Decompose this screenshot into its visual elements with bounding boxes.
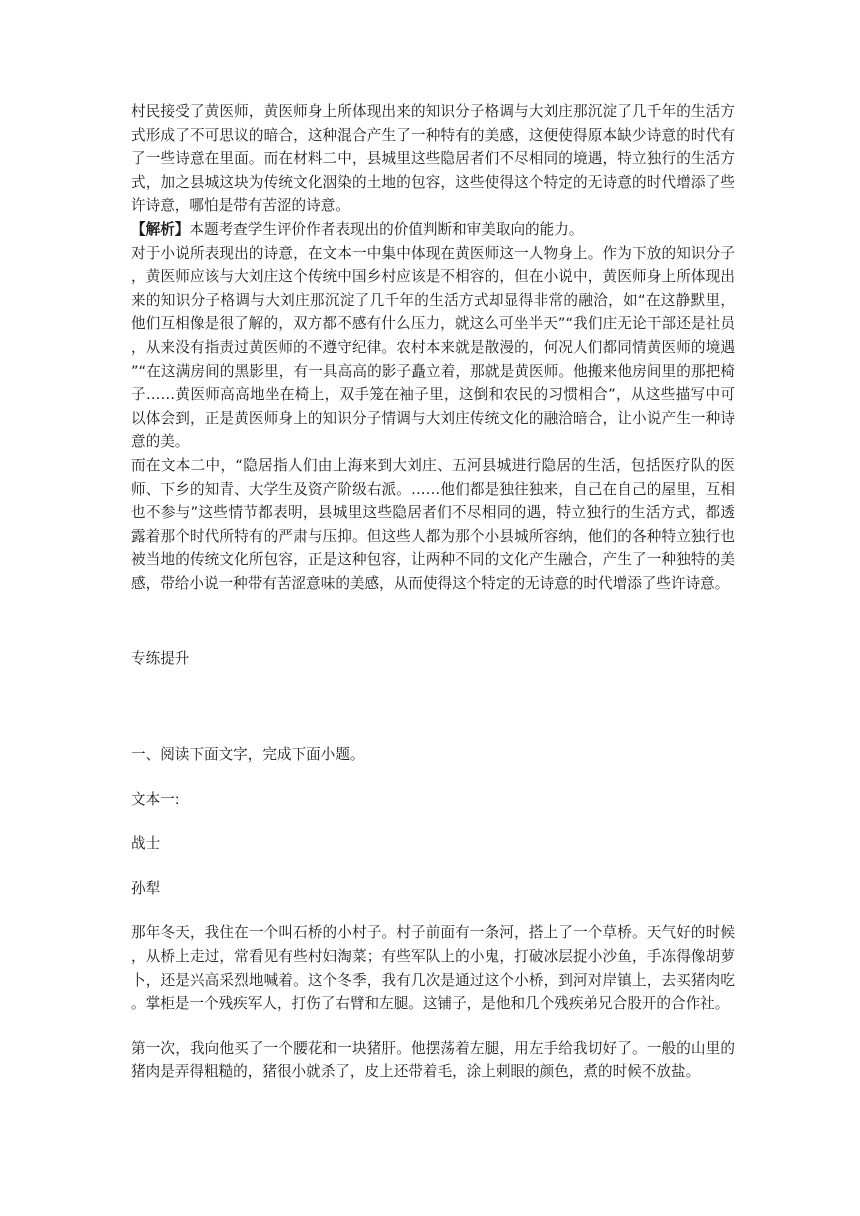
document-page: [131, 100, 735, 1084]
story-paragraph-2: 第一次，我向他买了一个腰花和一块猪肝。他摆荡着左腿，用左手给我切好了。一般的山里的猪肉是弄得粗糙的，猪很小就杀了，皮上还带着毛，涂上刺眼的颜色，煮的时候不放盐。: [131, 1039, 735, 1081]
analysis-label: 【解析】: [131, 220, 190, 238]
analysis-text-one-paragraph: 对于小说所表现出的诗意，在文本一中集中体现在黄医师这一人物身上。作为下放的知识分子，黄医师应该与大刘庄这个传统中国乡村应该是不相容的，但在小说中，黄医师身上所体现出来的知识分子格调与大刘庄那沉淀了几千年的生活方式却显得非常的融洽，如“在这静默里，他们互相像是很了解的，双方都不感有什么压力，就这么可坐半天”“我们庄无论干部还是社员，从来没有指责过黄医师的不遵守纪律。农村本来就是散漫的，何况人们都同情黄医师的境遇”“在这满房间的黑影里，有一具高高的影子矗立着，那就是黄医师。他搬来他房间里的那把椅子……黄医师高高地坐在椅上，双手笼在袖子里，这倒和农民的习惯相合”，从这些描写中可以体会到，正是黄医师身上的知识分子情调与大刘庄传统文化的融洽暗合，让小说产生一种诗意的美。: [131, 244, 735, 451]
text-label: 文本一:: [131, 790, 180, 808]
question-intro: 一、阅读下面文字，完成下面小题。: [131, 746, 365, 764]
analysis-paragraph: [131, 218, 735, 242]
analysis-continued-paragraph: 村民接受了黄医师，黄医师身上所体现出来的知识分子格调与大刘庄那沉淀了几千年的生活方式形成了不可思议的暗合，这种混合产生了一种特有的美感，这便使得原本缺少诗意的时代有了一些诗意在里面。而在材料二中，县城里这些隐居者们不尽相同的境遇，特立独行的生活方式，加之县城这块为传统文化洇染的土地的包容，这些使得这个特定的无诗意的时代增添了些许诗意，哪怕是带有苦涩的诗意。: [131, 103, 735, 215]
story-paragraph-1: 那年冬天，我住在一个叫石桥的小村子。村子前面有一条河，搭上了一个草桥。天气好的时候，从桥上走过，常看见有些村妇淘菜；有些军队上的小鬼，打破冰层捉小沙鱼，手冻得像胡萝卜，还是兴高采烈地喊着。这个冬季，我有几次是通过这个小桥，到河对岸镇上，去买猪肉吃。掌柜是一个残疾军人，打伤了右臂和左腿。这铺子，是他和几个残疾弟兄合股开的合作社。: [131, 924, 735, 1013]
analysis-text-two-paragraph: 而在文本二中，“隐居指人们由上海来到大刘庄、五河县城进行隐居的生活，包括医疗队的医师、下乡的知青、大学生及资产阶级右派。……他们都是独往独来，自己在自己的屋里，互相也不参与”这些情节都表明，县城里这些隐居者们不尽相同的遇，特立独行的生活方式，都透露着那个时代所特有的严肃与压抑。但这些人都为那个小县城所容纳，他们的各种特立独行也被当地的传统文化所包容，正是这种包容，让两种不同的文化产生融合，产生了一种独特的美感，带给小说一种带有苦涩意味的美感，从而使得这个特定的无诗意的时代增添了些许诗意。: [131, 456, 735, 592]
story-title: 战士: [131, 835, 161, 853]
analysis-intro: 本题考查学生评价作者表现出的价值判断和审美取向的能力。: [189, 220, 584, 238]
section-heading: 专练提升: [131, 650, 190, 668]
story-author: 孙犁: [131, 879, 161, 897]
